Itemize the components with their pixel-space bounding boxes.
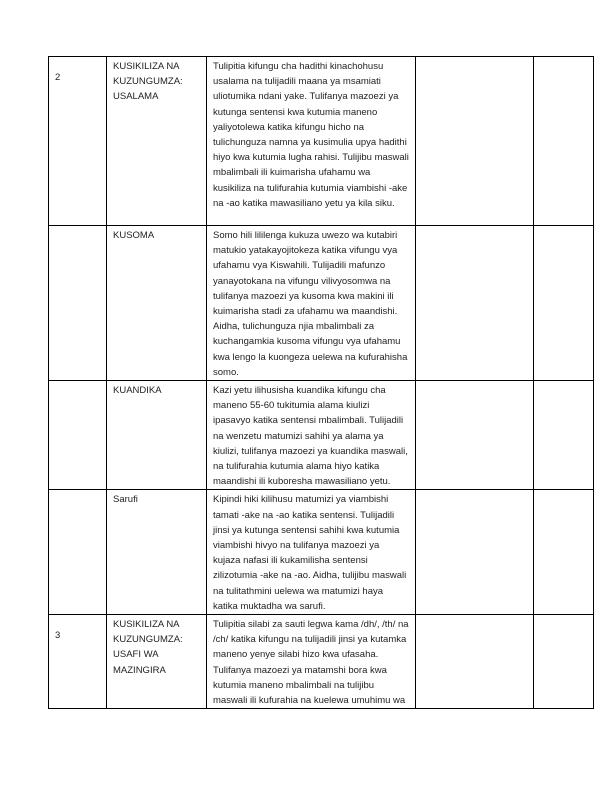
- week-number-cell: [49, 490, 107, 615]
- week-number-cell: 3: [49, 615, 107, 709]
- summary-cell: Tulipitia silabi za sauti legwa kama /dh/, /th/ na /ch/ katika kifungu na tulijadili jinsi ya kutamka maneno yenye silabi hizo kwa ufasaha. Tulifanya mazoezi ya matamshi bora kwa kutumia maneno mbalimbali na tulijibu maswali ili kufurahia na kuelewa umuhimu wa: [207, 615, 416, 709]
- blank-cell: [534, 57, 594, 226]
- week-number-cell: [49, 226, 107, 381]
- topic-cell: KUSOMA: [107, 226, 207, 381]
- summary-cell: Tulipitia kifungu cha hadithi kinachohusu usalama na tulijadili maana ya msamiati uliotumika ndani yake. Tulifanya mazoezi ya kutunga sentensi kwa kutumia maneno yaliyotolewa katika kifungu hicho na tulichunguza namna ya kusimulia upya hadithi hiyo kwa kutumia lugha rahisi. Tulijibu maswali mbalimbali ili kuimarisha ufahamu wa kusikiliza na tulifurahia kutumia viambishi -ake na -ao katika mawasiliano yetu ya kila siku.: [207, 57, 416, 226]
- table-row: [49, 57, 594, 226]
- topic-cell: KUSIKILIZA NA KUZUNGUMZA: USAFI WA MAZINGIRA: [107, 615, 207, 709]
- table-row: [49, 381, 594, 490]
- summary-cell: Kazi yetu ilihusisha kuandika kifungu cha maneno 55-60 tukitumia alama kiulizi ipasavyo katika sentensi mbalimbali. Tulijadili na wenzetu matumizi sahihi ya alama ya kiulizi, tulifanya mazoezi ya kuandika maswali, na tulifurahia kutumia alama hiyo katika maandishi ili kuboresha mawasiliano yetu.: [207, 381, 416, 490]
- blank-cell: [534, 381, 594, 490]
- lesson-log-table: [48, 56, 594, 709]
- table-row: [49, 615, 594, 709]
- topic-cell: KUSIKILIZA NA KUZUNGUMZA: USALAMA: [107, 57, 207, 226]
- topic-cell: KUANDIKA: [107, 381, 207, 490]
- week-number-cell: [49, 381, 107, 490]
- blank-cell: [416, 490, 534, 615]
- summary-cell: Somo hili lililenga kukuza uwezo wa kutabiri matukio yatakayojitokeza katika vifungu vya ufahamu vya Kiswahili. Tulijadili mafunzo yanayotokana na vifungu vilivyosomwa na tulifanya mazoezi ya kusoma kwa makini ili kuimarisha stadi za ufahamu wa maandishi. Aidha, tulichunguza njia mbalimbali za kuchangamkia kusoma vifungu vya ufahamu kwa lengo la kuongeza uelewa na kufurahisha somo.: [207, 226, 416, 381]
- blank-cell: [534, 490, 594, 615]
- blank-cell: [416, 615, 534, 709]
- blank-cell: [416, 381, 534, 490]
- blank-cell: [416, 226, 534, 381]
- week-number-cell: 2: [49, 57, 107, 226]
- blank-cell: [534, 615, 594, 709]
- table-row: [49, 226, 594, 381]
- blank-cell: [534, 226, 594, 381]
- topic-cell: Sarufi: [107, 490, 207, 615]
- blank-cell: [416, 57, 534, 226]
- summary-cell: Kipindi hiki kilihusu matumizi ya viambishi tamati -ake na -ao katika sentensi. Tulijadili jinsi ya kutunga sentensi sahihi kwa kutumia viambishi hivyo na tulifanya mazoezi ya kujaza nafasi ili kukamilisha sentensi zilizotumia -ake na -ao. Aidha, tulijibu maswali na tulitathmini uelewa wa matumizi haya katika muktadha wa sarufi.: [207, 490, 416, 615]
- table-row: [49, 490, 594, 615]
